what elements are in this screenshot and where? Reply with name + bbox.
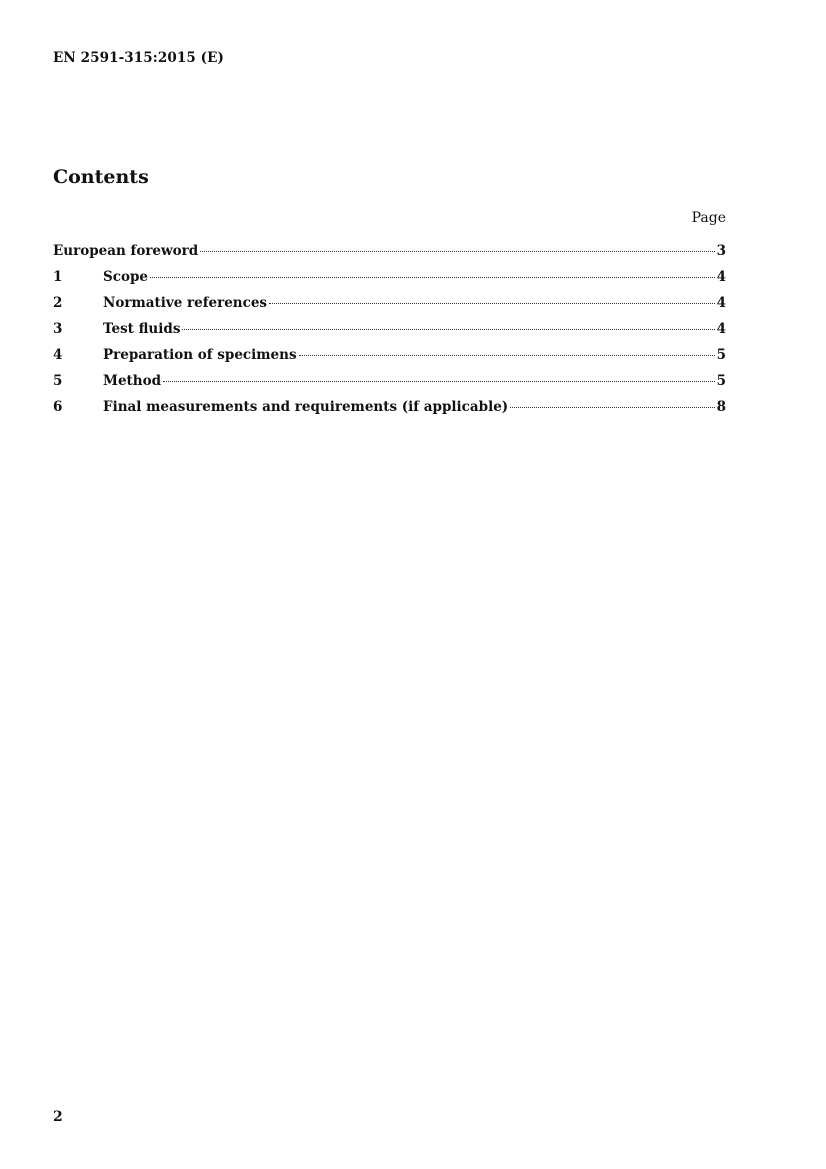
toc-entry-label: Scope [103, 269, 149, 285]
toc-entry-page: 8 [716, 399, 726, 415]
toc-dot-leader [200, 250, 714, 252]
toc-entry-page: 5 [716, 347, 726, 363]
toc-entry-label: Method [103, 373, 162, 389]
page-column-label: Page [691, 210, 726, 226]
toc-entry-test-fluids[interactable] [53, 321, 726, 347]
toc-entry-number: 4 [53, 347, 63, 363]
toc-entry-number: 2 [53, 295, 63, 311]
toc-entry-number: 6 [53, 399, 63, 415]
toc-entry-method[interactable] [53, 373, 726, 399]
document-id: EN 2591-315:2015 (E) [53, 50, 225, 66]
page-number: 2 [53, 1109, 63, 1125]
toc-entry-scope[interactable] [53, 269, 726, 295]
toc-entry-final-measurements[interactable] [53, 399, 726, 425]
toc-entry-page: 4 [716, 321, 726, 337]
toc-entry-page: 4 [716, 295, 726, 311]
toc-dot-leader [163, 380, 715, 382]
toc-entry-number: 1 [53, 269, 63, 285]
toc-entry-label: Final measurements and requirements (if applicable) [103, 399, 509, 415]
toc-entry-label: Preparation of specimens [103, 347, 297, 363]
contents-title: Contents [53, 166, 149, 188]
toc-entry-page: 5 [716, 373, 726, 389]
toc-dot-leader [299, 354, 715, 356]
toc-entry-label: European foreword [53, 243, 199, 259]
toc-dot-leader [269, 302, 715, 304]
table-of-contents [53, 243, 726, 425]
toc-entry-number: 3 [53, 321, 63, 337]
toc-dot-leader [182, 328, 714, 330]
toc-entry-number: 5 [53, 373, 63, 389]
toc-entry-page: 3 [716, 243, 726, 259]
toc-dot-leader [150, 276, 715, 278]
toc-dot-leader [510, 406, 714, 408]
toc-entry-european-foreword[interactable] [53, 243, 726, 269]
toc-entry-preparation-of-specimens[interactable] [53, 347, 726, 373]
toc-entry-page: 4 [716, 269, 726, 285]
toc-entry-label: Test fluids [103, 321, 181, 337]
toc-entry-label: Normative references [103, 295, 268, 311]
toc-entry-normative-references[interactable] [53, 295, 726, 321]
